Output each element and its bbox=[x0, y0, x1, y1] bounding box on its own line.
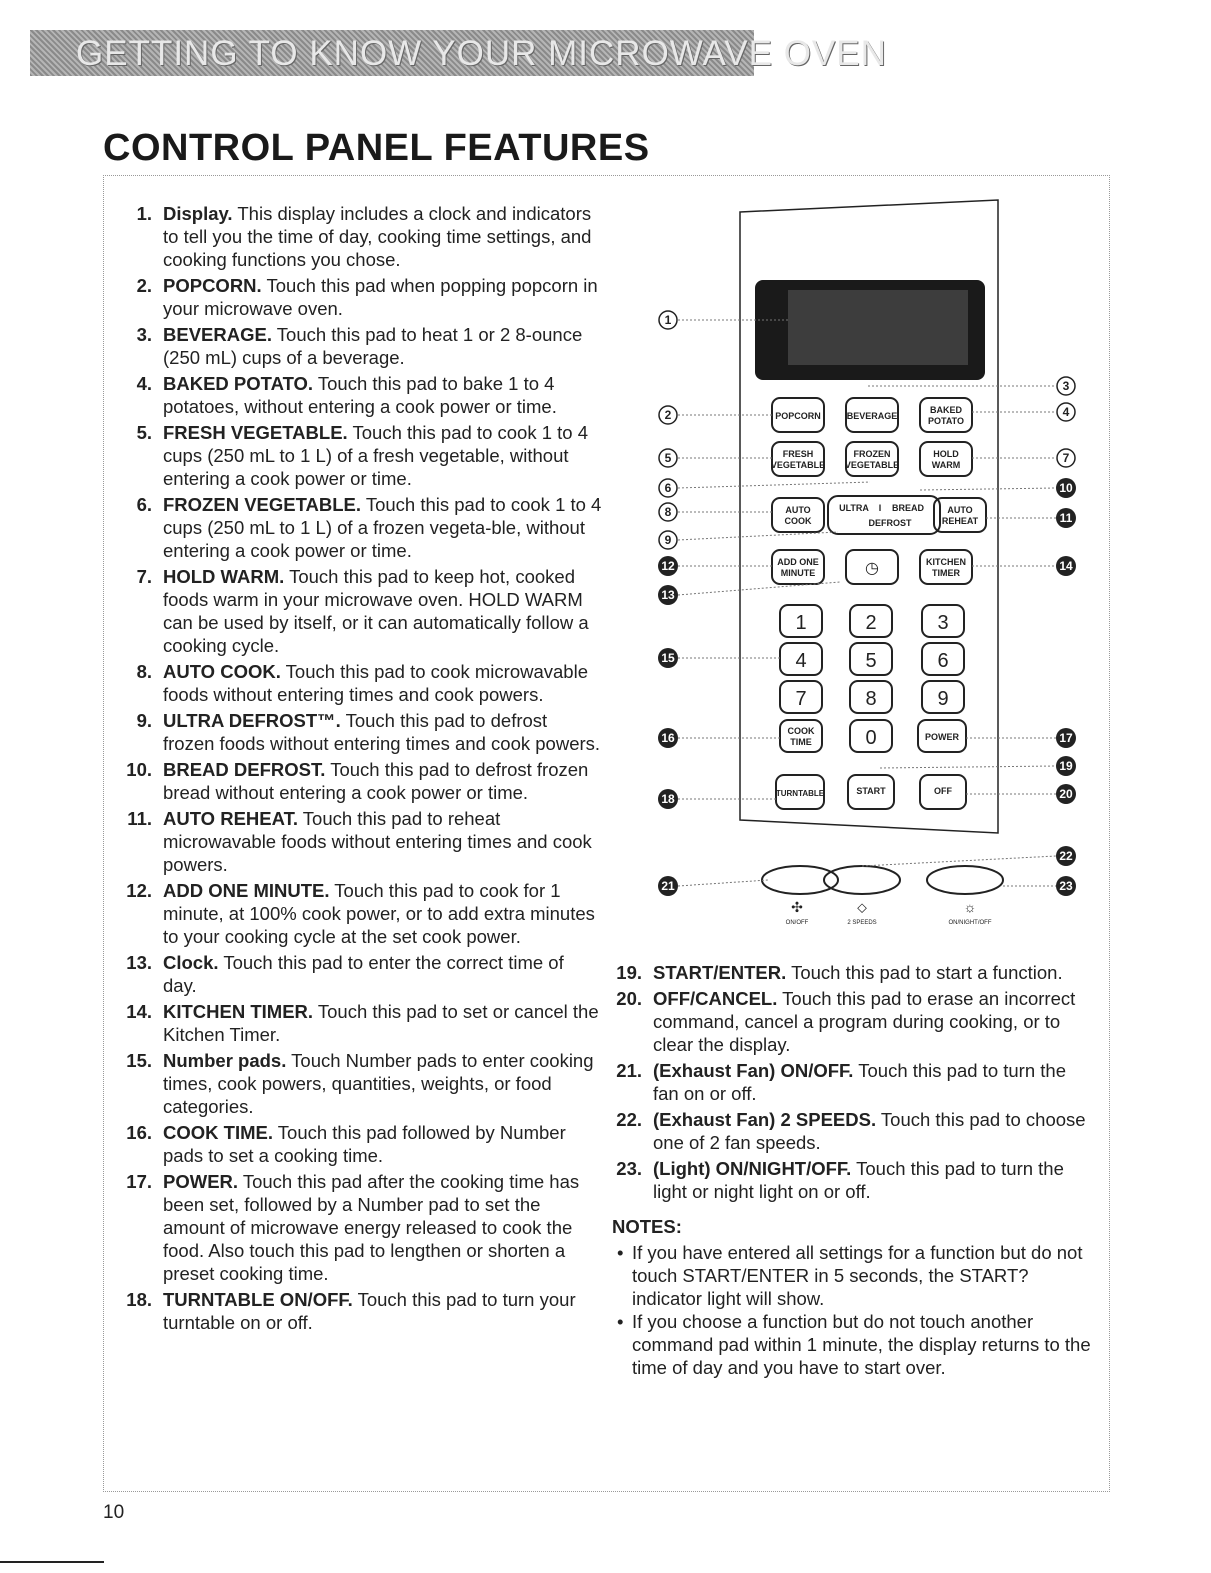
feature-title: AUTO REHEAT. bbox=[163, 808, 298, 829]
label-fresh: FRESH bbox=[782, 449, 814, 459]
bullet-icon: • bbox=[617, 1242, 624, 1263]
feature-number: 9. bbox=[136, 710, 152, 731]
banner-text: GETTING TO KNOW YOUR MICROWAVE OVEN bbox=[76, 34, 887, 73]
callout-17 bbox=[1056, 728, 1076, 748]
callout-1 bbox=[659, 311, 677, 329]
feature-title: BREAD DEFROST. bbox=[163, 759, 326, 780]
feature-description: Touch this pad to cook for 1 minute, at 100% cook power, or to add extra minutes to your cooking cycle at the set cook power. bbox=[163, 880, 595, 947]
feature-number: 16. bbox=[126, 1122, 152, 1143]
label-cook: COOK bbox=[787, 726, 815, 736]
svg-text:10: 10 bbox=[1059, 481, 1073, 495]
callout-22 bbox=[1056, 846, 1076, 866]
feature-item bbox=[122, 758, 602, 804]
feature-number: 18. bbox=[126, 1289, 152, 1310]
pad-auto-cook bbox=[772, 498, 824, 532]
feature-number: 13. bbox=[126, 952, 152, 973]
callout-10 bbox=[1056, 478, 1076, 498]
label-potato: POTATO bbox=[928, 416, 964, 426]
feature-description: Touch this pad to turn the light or night light on or off. bbox=[653, 1158, 1064, 1202]
callout-18 bbox=[658, 789, 678, 809]
feature-title: START/ENTER. bbox=[653, 962, 787, 983]
svg-text:8: 8 bbox=[664, 505, 672, 519]
callout-12 bbox=[658, 556, 678, 576]
feature-number: 21. bbox=[616, 1060, 642, 1081]
feature-description: Touch this pad to erase an incorrect command, cancel a program during cooking, or to clear the display. bbox=[653, 988, 1076, 1055]
pad-auto-reheat bbox=[934, 498, 986, 532]
note-text: If you choose a function but do not touch another command pad within 1 minute, the display returns to the time of day and you have to start over. bbox=[632, 1311, 1091, 1378]
feature-description: Touch this pad when popping popcorn in your microwave oven. bbox=[163, 275, 598, 319]
speeds-label: 2 SPEEDS bbox=[847, 920, 877, 926]
label-timer: TIMER bbox=[932, 568, 960, 578]
feature-title: Display. bbox=[163, 203, 233, 224]
light-bulb-icon: ☼ bbox=[963, 899, 977, 915]
feature-item bbox=[122, 202, 602, 271]
fan-speeds-pad bbox=[824, 866, 900, 894]
feature-title: FROZEN VEGETABLE. bbox=[163, 494, 362, 515]
feature-item bbox=[122, 1000, 602, 1046]
svg-text:14: 14 bbox=[1059, 559, 1073, 573]
feature-title: FRESH VEGETABLE. bbox=[163, 422, 348, 443]
feature-title: TURNTABLE ON/OFF. bbox=[163, 1289, 353, 1310]
callout-16 bbox=[658, 728, 678, 748]
pad-cook-time bbox=[780, 720, 822, 752]
label-add-one: ADD ONE bbox=[777, 557, 819, 567]
label-vegetable: VEGETABLE bbox=[770, 460, 826, 470]
svg-text:22: 22 bbox=[1059, 849, 1073, 863]
feature-number: 1. bbox=[136, 203, 152, 224]
callout-15 bbox=[658, 648, 678, 668]
digit-2: 2 bbox=[865, 612, 877, 634]
feature-description: Touch this pad to enter the correct time of day. bbox=[163, 952, 564, 996]
feature-title: (Light) ON/NIGHT/OFF. bbox=[653, 1158, 852, 1179]
feature-number: 19. bbox=[616, 962, 642, 983]
feature-description: Touch this pad to heat 1 or 2 8-ounce (250 mL) cups of a beverage. bbox=[163, 324, 583, 368]
callout-11 bbox=[1056, 508, 1076, 528]
feature-title: Number pads. bbox=[163, 1050, 287, 1071]
label-time: TIME bbox=[790, 737, 812, 747]
feature-description: Touch this pad to cook 1 to 4 cups (250 mL to 1 L) of a frozen vegeta-ble, without entering a cook power or time. bbox=[163, 494, 602, 561]
fan-label: ON/OFF bbox=[785, 920, 809, 926]
feature-number: 6. bbox=[136, 494, 152, 515]
feature-description: Touch this pad to set or cancel the Kitchen Timer. bbox=[163, 1001, 599, 1045]
feature-title: OFF/CANCEL. bbox=[653, 988, 778, 1009]
svg-text:4: 4 bbox=[1062, 405, 1070, 419]
feature-item bbox=[122, 323, 602, 369]
svg-text:12: 12 bbox=[661, 559, 675, 573]
feature-item bbox=[612, 961, 1092, 984]
callout-21 bbox=[658, 876, 678, 896]
svg-text:5: 5 bbox=[664, 451, 672, 465]
display-glass bbox=[788, 290, 968, 365]
feature-number: 23. bbox=[616, 1158, 642, 1179]
svg-text:17: 17 bbox=[1059, 731, 1073, 745]
feature-item bbox=[122, 565, 602, 657]
feature-item bbox=[122, 951, 602, 997]
digit-7: 7 bbox=[795, 688, 807, 710]
digit-6: 6 bbox=[937, 650, 949, 672]
feature-item bbox=[122, 1170, 602, 1285]
feature-number: 5. bbox=[136, 422, 152, 443]
feature-number: 7. bbox=[136, 566, 152, 587]
digit-4: 4 bbox=[795, 650, 807, 672]
digit-8: 8 bbox=[865, 688, 877, 710]
label-defrost: DEFROST bbox=[868, 518, 912, 528]
pad-fresh-vegetable bbox=[772, 442, 824, 476]
feature-description: Touch this pad to reheat microwavable foods without entering times and cook powers. bbox=[163, 808, 592, 875]
label-beverage: BEVERAGE bbox=[846, 411, 898, 421]
feature-description: Touch this pad to defrost frozen bread without entering a cook power or time. bbox=[163, 759, 589, 803]
feature-item bbox=[612, 1157, 1092, 1203]
pad-frozen-vegetable bbox=[846, 442, 898, 476]
callout-3 bbox=[1057, 377, 1075, 395]
feature-description: Touch this pad to cook 1 to 4 cups (250 mL to 1 L) of a fresh vegetable, without entering a cook power or time. bbox=[163, 422, 589, 489]
feature-number: 20. bbox=[616, 988, 642, 1009]
digit-3: 3 bbox=[937, 612, 949, 634]
callout-20 bbox=[1056, 784, 1076, 804]
feature-item bbox=[612, 1059, 1092, 1105]
label-warm: WARM bbox=[931, 460, 961, 470]
pad-ultra-bread-defrost bbox=[828, 496, 940, 534]
light-label: ON/NIGHT/OFF bbox=[948, 920, 992, 926]
feature-description: Touch Number pads to enter cooking times, cook powers, quantities, weights, or food categories. bbox=[163, 1050, 594, 1117]
label-reheat: REHEAT bbox=[941, 516, 979, 526]
feature-description: Touch this pad to defrost frozen foods without entering times and cook powers. bbox=[163, 710, 601, 754]
svg-text:7: 7 bbox=[1062, 451, 1070, 465]
callout-4 bbox=[1057, 403, 1075, 421]
feature-title: (Exhaust Fan) 2 SPEEDS. bbox=[653, 1109, 877, 1130]
callout-5 bbox=[659, 449, 677, 467]
feature-item bbox=[122, 1288, 602, 1334]
callout-13 bbox=[658, 585, 678, 605]
feature-item bbox=[122, 372, 602, 418]
feature-description: Touch this pad to turn your turntable on or off. bbox=[163, 1289, 576, 1333]
feature-title: BEVERAGE. bbox=[163, 324, 272, 345]
pad-add-one-minute bbox=[772, 550, 824, 584]
note-item bbox=[612, 1310, 1092, 1379]
svg-text:2: 2 bbox=[664, 408, 672, 422]
label-cook: COOK bbox=[784, 516, 812, 526]
label-auto: AUTO bbox=[947, 505, 973, 515]
label-start: START bbox=[856, 786, 886, 796]
feature-description: Touch this pad after the cooking time has been set, followed by a Number pad to set the amount of microwave energy released to cook the food. Also touch this pad to lengthen or shorten a preset cooking time. bbox=[163, 1171, 580, 1284]
feature-description: This display includes a clock and indicators to tell you the time of day, cooking time settings, and cooking functions you chose. bbox=[163, 203, 592, 270]
callout-7 bbox=[1057, 449, 1075, 467]
feature-description: Touch this pad followed by Number pads to set a cooking time. bbox=[163, 1122, 566, 1166]
note-text: If you have entered all settings for a function but do not touch START/ENTER in 5 seconds, the START? indicator light will show. bbox=[632, 1242, 1083, 1309]
svg-text:21: 21 bbox=[661, 879, 675, 893]
callout-6 bbox=[659, 479, 677, 497]
feature-number: 14. bbox=[126, 1001, 152, 1022]
feature-item bbox=[612, 1108, 1092, 1154]
digit-1: 1 bbox=[795, 612, 807, 634]
label-separator: I bbox=[878, 503, 882, 513]
feature-number: 8. bbox=[136, 661, 152, 682]
feature-title: KITCHEN TIMER. bbox=[163, 1001, 314, 1022]
feature-item bbox=[122, 274, 602, 320]
feature-title: (Exhaust Fan) ON/OFF. bbox=[653, 1060, 854, 1081]
svg-text:6: 6 bbox=[664, 481, 672, 495]
feature-title: ADD ONE MINUTE. bbox=[163, 880, 330, 901]
feature-title: AUTO COOK. bbox=[163, 661, 281, 682]
digit-0: 0 bbox=[865, 727, 877, 749]
label-vegetable: VEGETABLE bbox=[844, 460, 900, 470]
svg-text:3: 3 bbox=[1062, 379, 1070, 393]
svg-text:16: 16 bbox=[661, 731, 675, 745]
svg-text:18: 18 bbox=[661, 792, 675, 806]
feature-number: 2. bbox=[136, 275, 152, 296]
pad-kitchen-timer bbox=[920, 550, 972, 584]
feature-number: 22. bbox=[616, 1109, 642, 1130]
feature-title: BAKED POTATO. bbox=[163, 373, 314, 394]
label-frozen: FROZEN bbox=[853, 449, 891, 459]
svg-text:20: 20 bbox=[1059, 787, 1073, 801]
label-popcorn: POPCORN bbox=[775, 411, 821, 421]
feature-description: Touch this pad to bake 1 to 4 potatoes, without entering a cook power or time. bbox=[163, 373, 557, 417]
feature-item bbox=[122, 1121, 602, 1167]
callout-19 bbox=[1056, 756, 1076, 776]
callout-9 bbox=[659, 531, 677, 549]
label-hold: HOLD bbox=[933, 449, 959, 459]
footer-rule bbox=[0, 1561, 104, 1563]
feature-description: Touch this pad to turn the fan on or off. bbox=[653, 1060, 1066, 1104]
feature-description: Touch this pad to start a function. bbox=[786, 962, 1063, 983]
feature-item bbox=[122, 421, 602, 490]
feature-item bbox=[122, 1049, 602, 1118]
label-kitchen: KITCHEN bbox=[926, 557, 966, 567]
svg-text:9: 9 bbox=[664, 533, 672, 547]
page-number: 10 bbox=[103, 1502, 125, 1523]
pad-hold-warm bbox=[920, 442, 972, 476]
feature-description: Touch this pad to choose one of 2 fan speeds. bbox=[653, 1109, 1086, 1153]
feature-item bbox=[122, 493, 602, 562]
feature-number: 3. bbox=[136, 324, 152, 345]
fan-icon: ✣ bbox=[791, 899, 803, 915]
svg-text:15: 15 bbox=[661, 651, 675, 665]
feature-item bbox=[122, 660, 602, 706]
label-auto: AUTO bbox=[785, 505, 811, 515]
callout-8 bbox=[659, 503, 677, 521]
feature-list-right bbox=[612, 961, 1092, 1379]
feature-description: Touch this pad to cook microwavable foods without entering times and cook powers. bbox=[163, 661, 588, 705]
callout-14 bbox=[1056, 556, 1076, 576]
feature-number: 4. bbox=[136, 373, 152, 394]
callout-23 bbox=[1056, 876, 1076, 896]
clock-icon: ◷ bbox=[865, 560, 879, 577]
feature-number: 10. bbox=[126, 759, 152, 780]
callout-2 bbox=[659, 406, 677, 424]
feature-title: POPCORN. bbox=[163, 275, 262, 296]
label-ultra: ULTRA bbox=[839, 503, 869, 513]
feature-title: ULTRA DEFROST™. bbox=[163, 710, 341, 731]
label-baked: BAKED bbox=[929, 405, 963, 415]
feature-number: 12. bbox=[126, 880, 152, 901]
svg-text:1: 1 bbox=[664, 313, 672, 327]
feature-item bbox=[612, 987, 1092, 1056]
feature-list-right-items bbox=[612, 961, 1092, 1203]
label-turntable: TURNTABLE bbox=[775, 789, 825, 798]
page-title: CONTROL PANEL FEATURES bbox=[103, 127, 650, 169]
label-off: OFF bbox=[934, 786, 952, 796]
bullet-icon: • bbox=[617, 1311, 624, 1332]
feature-list-left bbox=[122, 202, 602, 1337]
svg-text:23: 23 bbox=[1059, 879, 1073, 893]
feature-title: HOLD WARM. bbox=[163, 566, 285, 587]
digit-9: 9 bbox=[937, 688, 949, 710]
svg-text:13: 13 bbox=[661, 588, 675, 602]
feature-description: Touch this pad to keep hot, cooked foods warm in your microwave oven. HOLD WARM can be used by itself, or it can automatically follow a cooking cycle. bbox=[163, 566, 589, 656]
note-item bbox=[612, 1241, 1092, 1310]
speed-arrows-icon: ⬦ bbox=[857, 899, 867, 915]
label-power: POWER bbox=[924, 732, 960, 742]
feature-item bbox=[122, 807, 602, 876]
feature-item bbox=[122, 879, 602, 948]
feature-title: POWER. bbox=[163, 1171, 239, 1192]
svg-text:19: 19 bbox=[1059, 759, 1073, 773]
control-panel-diagram bbox=[600, 190, 1100, 950]
feature-number: 11. bbox=[127, 808, 152, 829]
section-banner bbox=[30, 30, 887, 76]
light-pad bbox=[927, 866, 1003, 894]
digit-5: 5 bbox=[865, 650, 877, 672]
feature-number: 17. bbox=[126, 1171, 152, 1192]
fan-on-off-pad bbox=[762, 866, 838, 894]
notes-heading: NOTES: bbox=[612, 1216, 682, 1237]
label-minute: MINUTE bbox=[780, 568, 816, 578]
feature-title: COOK TIME. bbox=[163, 1122, 273, 1143]
feature-number: 15. bbox=[126, 1050, 152, 1071]
label-bread: BREAD bbox=[891, 503, 925, 513]
pad-baked-potato bbox=[920, 398, 972, 432]
svg-text:11: 11 bbox=[1059, 511, 1073, 525]
feature-item bbox=[122, 709, 602, 755]
feature-title: Clock. bbox=[163, 952, 219, 973]
